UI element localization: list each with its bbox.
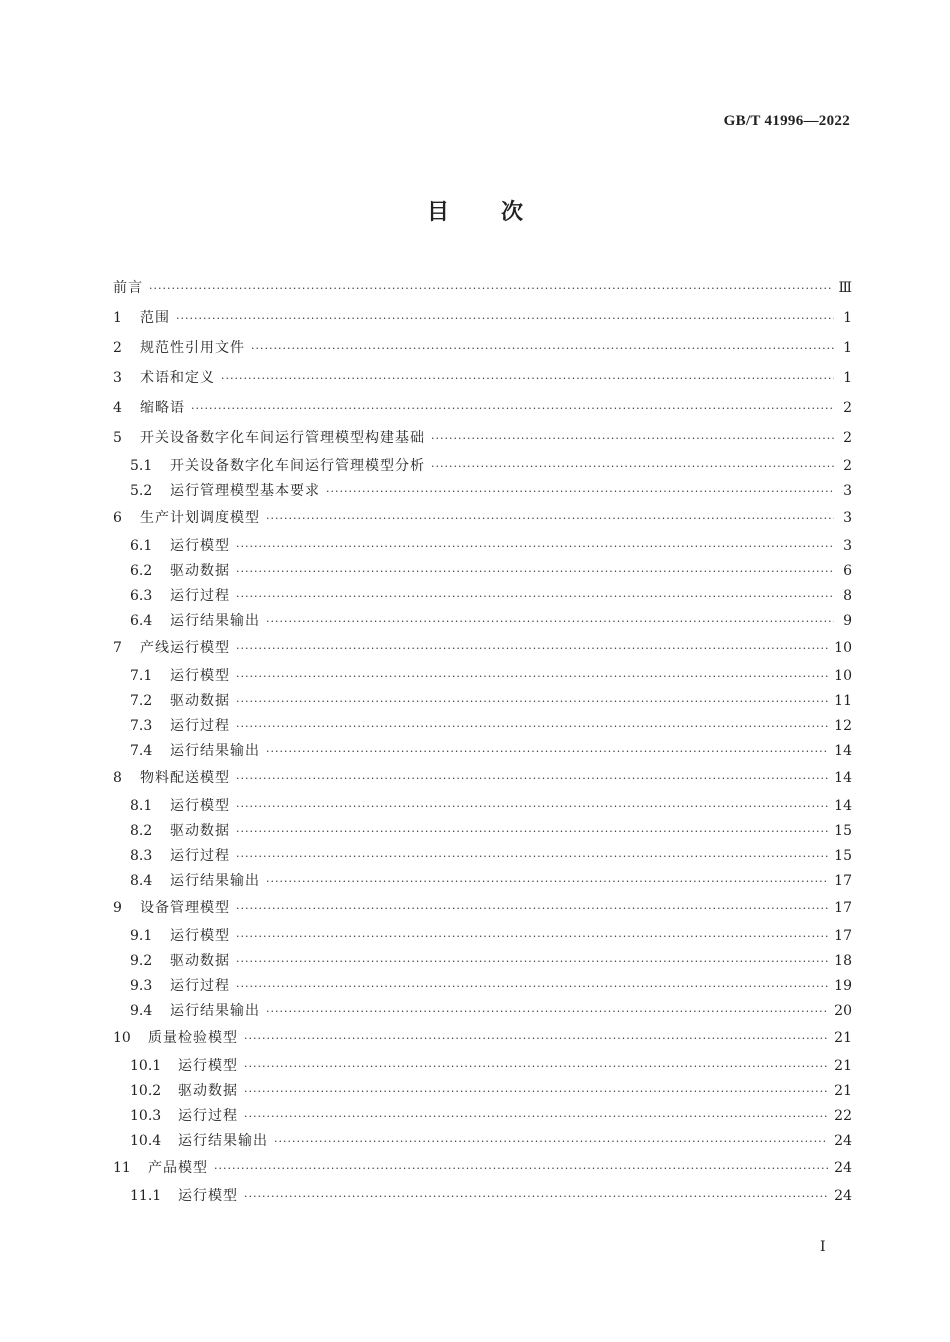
toc-entry-label: 运行模型 xyxy=(170,798,230,814)
toc-dot-leader xyxy=(244,1082,828,1102)
toc-entry-number: 5 xyxy=(113,430,122,446)
toc-entry-label: 术语和定义 xyxy=(140,370,215,386)
toc-dot-leader xyxy=(236,667,828,687)
toc-entry-page: 2 xyxy=(843,458,852,474)
toc-entry-page: 9 xyxy=(843,613,852,629)
toc-entry[interactable] xyxy=(113,536,852,561)
toc-entry[interactable] xyxy=(113,691,852,716)
page-title-char-1: 目 xyxy=(426,200,449,225)
toc-entry-label: 生产计划调度模型 xyxy=(140,510,260,526)
toc-entry-label: 驱动数据 xyxy=(170,563,230,579)
toc-entry-number: 4 xyxy=(113,400,122,416)
toc-entry-label: 开关设备数字化车间运行管理模型分析 xyxy=(170,458,425,474)
toc-entry-number: 7.3 xyxy=(130,718,153,734)
toc-entry-label: 运行过程 xyxy=(170,718,230,734)
toc-entry[interactable] xyxy=(113,1056,852,1081)
toc-entry-label: 产线运行模型 xyxy=(140,640,230,656)
toc-entry[interactable] xyxy=(113,426,852,456)
toc-entry-label: 设备管理模型 xyxy=(140,900,230,916)
toc-entry-label: 物料配送模型 xyxy=(140,770,230,786)
toc-dot-leader xyxy=(236,797,828,817)
toc-dot-leader xyxy=(191,399,834,419)
toc-entry[interactable] xyxy=(113,1026,852,1056)
toc-dot-leader xyxy=(236,927,828,947)
toc-entry[interactable] xyxy=(113,306,852,336)
toc-entry-number: 9 xyxy=(113,900,122,916)
toc-entry-number: 3 xyxy=(113,370,122,386)
toc-entry-number: 1 xyxy=(113,310,122,326)
toc-entry-page: 17 xyxy=(834,873,852,889)
toc-entry-label: 运行结果输出 xyxy=(170,873,260,889)
toc-entry-number: 10.2 xyxy=(130,1083,162,1099)
toc-entry-number: 10 xyxy=(113,1030,131,1046)
toc-entry[interactable] xyxy=(113,951,852,976)
toc-entry[interactable] xyxy=(113,506,852,536)
toc-entry-label: 运行模型 xyxy=(170,928,230,944)
toc-entry-number: 7.2 xyxy=(130,693,153,709)
toc-entry[interactable] xyxy=(113,1131,852,1156)
toc-entry-page: 19 xyxy=(834,978,852,994)
toc-entry[interactable] xyxy=(113,766,852,796)
toc-entry-number: 7 xyxy=(113,640,122,656)
toc-entry-page: 1 xyxy=(843,370,852,386)
toc-entry-number: 11 xyxy=(113,1160,131,1176)
toc-dot-leader xyxy=(236,952,828,972)
toc-dot-leader xyxy=(236,639,828,659)
toc-entry[interactable] xyxy=(113,396,852,426)
toc-dot-leader xyxy=(236,692,828,712)
table-of-contents xyxy=(113,276,852,1211)
toc-entry-number: 8.2 xyxy=(130,823,153,839)
toc-entry[interactable] xyxy=(113,871,852,896)
toc-entry[interactable] xyxy=(113,666,852,691)
toc-entry-label: 质量检验模型 xyxy=(148,1030,238,1046)
toc-entry-label: 运行结果输出 xyxy=(178,1133,268,1149)
toc-dot-leader xyxy=(244,1057,828,1077)
toc-entry-page: 8 xyxy=(843,588,852,604)
toc-dot-leader xyxy=(236,562,834,582)
toc-dot-leader xyxy=(266,509,834,529)
toc-entry-label: 驱动数据 xyxy=(170,823,230,839)
toc-entry-page: 3 xyxy=(843,510,852,526)
toc-entry-number: 6.4 xyxy=(130,613,153,629)
toc-entry-page: 6 xyxy=(843,563,852,579)
toc-entry-number: 9.3 xyxy=(130,978,153,994)
toc-entry-number: 7.4 xyxy=(130,743,153,759)
toc-entry-label: 运行模型 xyxy=(178,1188,238,1204)
toc-entry[interactable] xyxy=(113,1081,852,1106)
toc-entry-label: 运行过程 xyxy=(170,588,230,604)
toc-dot-leader xyxy=(176,309,834,329)
toc-dot-leader xyxy=(221,369,834,389)
toc-entry-number: 5.2 xyxy=(130,483,153,499)
toc-entry[interactable] xyxy=(113,821,852,846)
toc-entry-label: 产品模型 xyxy=(148,1160,208,1176)
toc-entry-number: 10.1 xyxy=(130,1058,162,1074)
toc-entry-label: 开关设备数字化车间运行管理模型构建基础 xyxy=(140,430,425,446)
toc-entry-label: 驱动数据 xyxy=(170,953,230,969)
standard-code: GB/T 41996—2022 xyxy=(723,113,850,129)
toc-entry-number: 7.1 xyxy=(130,668,153,684)
toc-entry-page: 17 xyxy=(834,928,852,944)
toc-entry-number: 9.2 xyxy=(130,953,153,969)
toc-dot-leader xyxy=(236,822,828,842)
toc-entry[interactable] xyxy=(113,1186,852,1211)
toc-entry[interactable] xyxy=(113,276,852,306)
toc-dot-leader xyxy=(244,1107,828,1127)
toc-entry-number: 2 xyxy=(113,340,122,356)
toc-dot-leader xyxy=(236,717,828,737)
toc-entry-page: 24 xyxy=(834,1133,852,1149)
toc-entry-number: 11.1 xyxy=(130,1188,162,1204)
toc-dot-leader xyxy=(236,899,828,919)
toc-entry-number: 8 xyxy=(113,770,122,786)
toc-entry-page: 12 xyxy=(834,718,852,734)
toc-entry-label: 驱动数据 xyxy=(178,1083,238,1099)
toc-entry-number: 10.3 xyxy=(130,1108,162,1124)
toc-entry-page: 3 xyxy=(843,483,852,499)
toc-entry[interactable] xyxy=(113,741,852,766)
toc-entry-number: 8.1 xyxy=(130,798,153,814)
toc-entry-number: 6.3 xyxy=(130,588,153,604)
toc-entry[interactable] xyxy=(113,456,852,481)
toc-entry-page: 14 xyxy=(834,770,852,786)
toc-entry-label: 运行结果输出 xyxy=(170,1003,260,1019)
toc-entry[interactable] xyxy=(113,1106,852,1131)
toc-dot-leader xyxy=(274,1132,828,1152)
toc-dot-leader xyxy=(431,429,834,449)
toc-entry[interactable] xyxy=(113,976,852,1001)
toc-entry-label: 缩略语 xyxy=(140,400,185,416)
toc-entry-page: 21 xyxy=(834,1058,852,1074)
toc-entry-label: 运行模型 xyxy=(178,1058,238,1074)
toc-dot-leader xyxy=(236,847,828,867)
toc-entry[interactable] xyxy=(113,586,852,611)
toc-dot-leader xyxy=(236,769,828,789)
toc-entry-page: 1 xyxy=(843,340,852,356)
toc-entry-label: 运行管理模型基本要求 xyxy=(170,483,320,499)
toc-dot-leader xyxy=(244,1029,828,1049)
toc-entry-label: 运行过程 xyxy=(170,848,230,864)
toc-entry-label: 运行模型 xyxy=(170,538,230,554)
page-title xyxy=(0,195,950,226)
toc-entry-number: 9.1 xyxy=(130,928,153,944)
toc-dot-leader xyxy=(431,457,834,477)
toc-entry-number: 9.4 xyxy=(130,1003,153,1019)
toc-dot-leader xyxy=(266,1002,828,1022)
toc-entry-page: 21 xyxy=(834,1083,852,1099)
toc-entry[interactable] xyxy=(113,796,852,821)
toc-entry-number: 6 xyxy=(113,510,122,526)
toc-dot-leader xyxy=(236,977,828,997)
toc-dot-leader xyxy=(149,279,832,299)
toc-entry[interactable] xyxy=(113,366,852,396)
toc-entry-page: 1 xyxy=(843,310,852,326)
toc-entry[interactable] xyxy=(113,336,852,366)
toc-dot-leader xyxy=(214,1159,828,1179)
toc-dot-leader xyxy=(236,537,834,557)
toc-entry-number: 8.4 xyxy=(130,873,153,889)
toc-entry-page: 2 xyxy=(843,400,852,416)
toc-entry-label: 前言 xyxy=(113,280,143,296)
toc-entry-page: 14 xyxy=(834,798,852,814)
toc-entry[interactable] xyxy=(113,1001,852,1026)
toc-entry[interactable] xyxy=(113,896,852,926)
toc-entry[interactable] xyxy=(113,926,852,951)
toc-dot-leader xyxy=(266,872,828,892)
toc-entry-label: 运行结果输出 xyxy=(170,613,260,629)
toc-entry-label: 运行模型 xyxy=(170,668,230,684)
toc-entry-page: 18 xyxy=(834,953,852,969)
toc-entry-page: 15 xyxy=(834,823,852,839)
toc-entry-page: 20 xyxy=(834,1003,852,1019)
toc-entry-label: 驱动数据 xyxy=(170,693,230,709)
toc-entry-label: 运行过程 xyxy=(178,1108,238,1124)
toc-entry-number: 10.4 xyxy=(130,1133,162,1149)
toc-dot-leader xyxy=(266,612,834,632)
toc-dot-leader xyxy=(236,587,834,607)
page-number: Ⅰ xyxy=(820,1239,826,1255)
toc-entry-page: 14 xyxy=(834,743,852,759)
toc-entry-label: 运行过程 xyxy=(170,978,230,994)
toc-entry-label: 规范性引用文件 xyxy=(140,340,245,356)
toc-entry-page: 17 xyxy=(834,900,852,916)
toc-entry-page: 24 xyxy=(834,1160,852,1176)
toc-entry[interactable] xyxy=(113,716,852,741)
toc-entry-number: 6.1 xyxy=(130,538,153,554)
toc-entry-label: 范围 xyxy=(140,310,170,326)
toc-dot-leader xyxy=(251,339,834,359)
toc-entry[interactable] xyxy=(113,636,852,666)
toc-entry[interactable] xyxy=(113,561,852,586)
toc-entry-page: 10 xyxy=(834,640,852,656)
toc-dot-leader xyxy=(244,1187,828,1207)
toc-entry-number: 5.1 xyxy=(130,458,153,474)
toc-entry-page: 21 xyxy=(834,1030,852,1046)
page-title-char-2: 次 xyxy=(501,200,524,225)
toc-entry[interactable] xyxy=(113,1156,852,1186)
toc-dot-leader xyxy=(266,742,828,762)
toc-entry-page: 3 xyxy=(843,538,852,554)
toc-dot-leader xyxy=(326,482,834,502)
toc-entry-label: 运行结果输出 xyxy=(170,743,260,759)
toc-entry-page: 24 xyxy=(834,1188,852,1204)
toc-entry[interactable] xyxy=(113,481,852,506)
toc-entry[interactable] xyxy=(113,846,852,871)
toc-entry[interactable] xyxy=(113,611,852,636)
toc-entry-page: 15 xyxy=(834,848,852,864)
toc-entry-number: 6.2 xyxy=(130,563,153,579)
toc-entry-page: 10 xyxy=(834,668,852,684)
toc-entry-number: 8.3 xyxy=(130,848,153,864)
toc-entry-page: 2 xyxy=(843,430,852,446)
toc-entry-page: Ⅲ xyxy=(838,280,852,296)
toc-entry-page: 11 xyxy=(834,693,852,709)
toc-entry-page: 22 xyxy=(834,1108,852,1124)
